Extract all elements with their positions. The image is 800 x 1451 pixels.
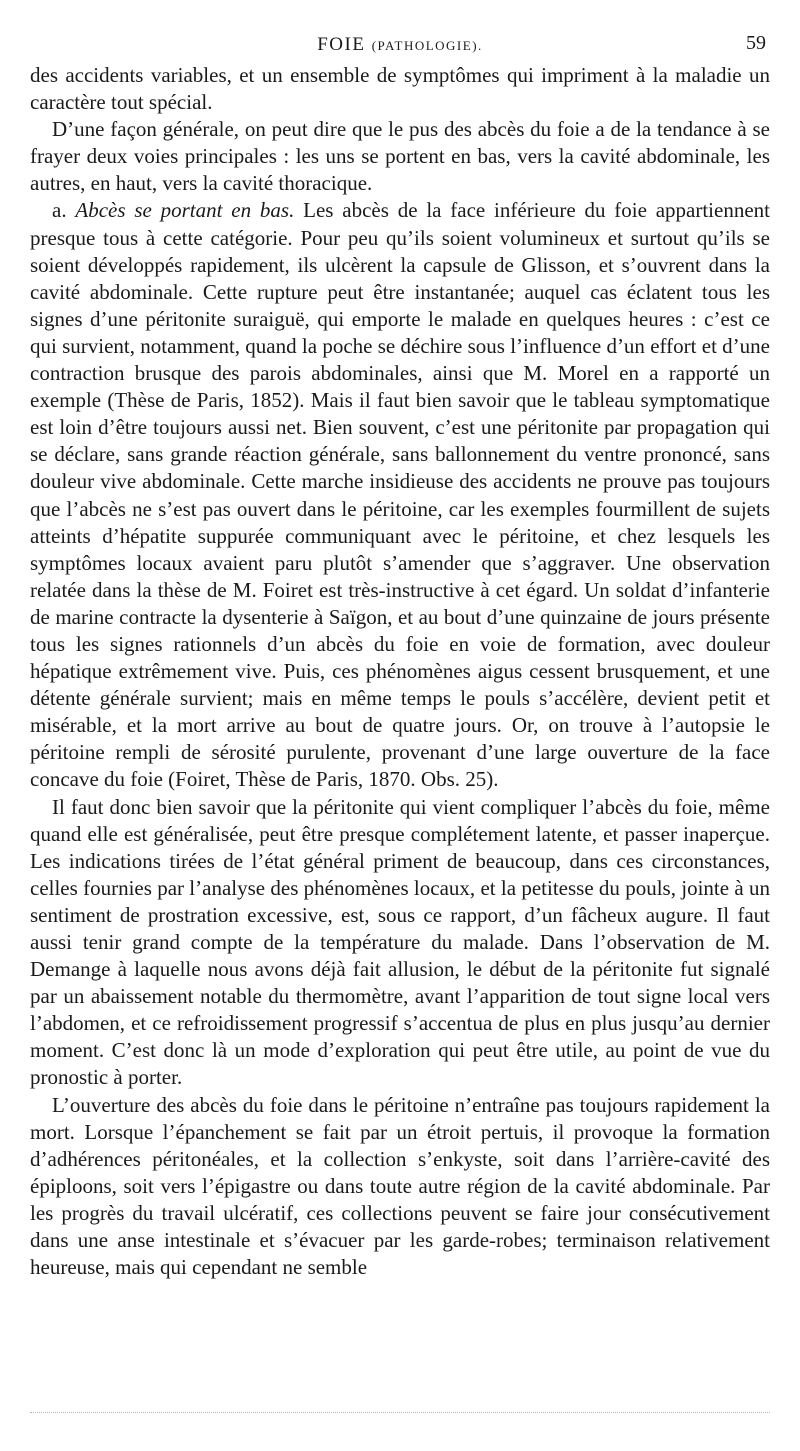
section-text: Les abcès de la face inférieure du foie appartiennent presque tous à cette catégorie. Pour peu qu’ils soient volumineux et surtout qu’ils se soient développés rapidement, ils ulcèrent la capsule de Glisson, et s’ouvrent dans la cavité abdominale. Cette rupture peut être instantanée; auquel cas éclatent tous les signes d’une péritonite suraiguë, qui emporte le malade en quelques heures : c’est ce qui survient, notamment, quand la poche se déchire sous l’influence d’un effort et d’une contraction brusque des parois abdominales, ainsi que M. Morel en a rapporté un exemple (Thèse de Paris, 1852). Mais il faut bien savoir que le tableau symptomatique est loin d’être toujours aussi net. Bien souvent, c’est une péritonite par propagation qui se déclare, sans grande réaction générale, sans ballonnement du ventre prononcé, sans douleur vive abdominale. Cette marche insidieuse des accidents ne prouve pas toujours que l’abcès ne s’est pas ouvert dans le péritoine, car les exemples fourmillent de sujets atteints d’hépatite suppurée communiquant avec le péritoine, et chez lesquels les symptômes locaux avaient paru plutôt s’amender que s’aggraver. Une observation relatée dans la thèse de M. Foiret est très-instructive à cet égard. Un soldat d’infanterie de marine contracte la dysenterie à Saïgon, et au bout d’une quinzaine de jours présente tous les signes rationnels d’un abcès du foie en voie de formation, avec douleur hépatique extrêmement vive. Puis, ces phénomènes aigus cessent brusquement, et une détente générale survient; mais en même temps le pouls s’accélère, devient petit et misérable, et la mort arrive au bout de quatre jours. Or, on trouve à l’autopsie le péritoine rempli de sérosité purulente, provenant d’une large ouverture de la face concave du foie (Foiret, Thèse de Paris, 1870. Obs. 25). <box>30 198 770 792</box>
running-head <box>30 34 770 56</box>
running-head-subtitle: (PATHOLOGIE). <box>371 38 483 53</box>
page-header <box>30 28 770 62</box>
page-number: 59 <box>746 32 766 54</box>
paragraph: Il faut donc bien savoir que la péritonite qui vient compliquer l’abcès du foie, même quand elle est généralisée, peut être presque complétement latente, et passer inaperçue. Les indications tirées de l’état général priment de beaucoup, dans ces circonstances, celles fournies par l’analyse des phénomènes locaux, et la petitesse du pouls, jointe à un sentiment de prostration excessive, est, sous ce rapport, d’un fâcheux augure. Il faut aussi tenir grand compte de la température du malade. Dans l’observation de M. Demange à laquelle nous avons déjà fait allusion, le début de la péritonite fut signalé par un abaissement notable du thermomètre, avant l’apparition de tout signe local vers l’abdomen, et ce refroidissement progressif s’accentua de plus en plus jusqu’au dernier moment. C’est donc là un mode d’exploration qui peut être utile, au point de vue du pronostic à porter. <box>30 794 770 1090</box>
page-bottom-dotted-rule <box>30 1412 770 1415</box>
running-head-title: FOIE <box>317 34 366 55</box>
paragraph: D’une façon générale, on peut dire que le pus des abcès du foie a de la tendance à se frayer deux voies principales : les uns se portent en bas, vers la cavité abdominale, les autres, en haut, vers la cavité thoracique. <box>30 117 770 196</box>
body-text <box>30 62 770 1281</box>
paragraph-continuation: des accidents variables, et un ensemble de symptômes qui impriment à la maladie un caractère tout spécial. <box>30 63 770 115</box>
section-title: Abcès se portant en bas. <box>75 198 295 223</box>
paragraph: L’ouverture des abcès du foie dans le péritoine n’entraîne pas toujours rapidement la mort. Lorsque l’épanchement se fait par un étroit pertuis, il provoque la formation d’adhérences péritonéales, et la collection s’enkyste, soit dans l’arrière-cavité des épiploons, soit vers l’épigastre ou dans toute autre région de la cavité abdominale. Par les progrès du travail ulcératif, ces collections peuvent se faire jour consécutivement dans une anse intestinale et s’évacuer par les garde-robes; terminaison relativement heureuse, mais qui cependant ne semble <box>30 1092 770 1280</box>
book-page <box>30 28 770 1281</box>
section-label: a. <box>52 198 67 223</box>
paragraph-abces-en-bas <box>30 197 770 793</box>
